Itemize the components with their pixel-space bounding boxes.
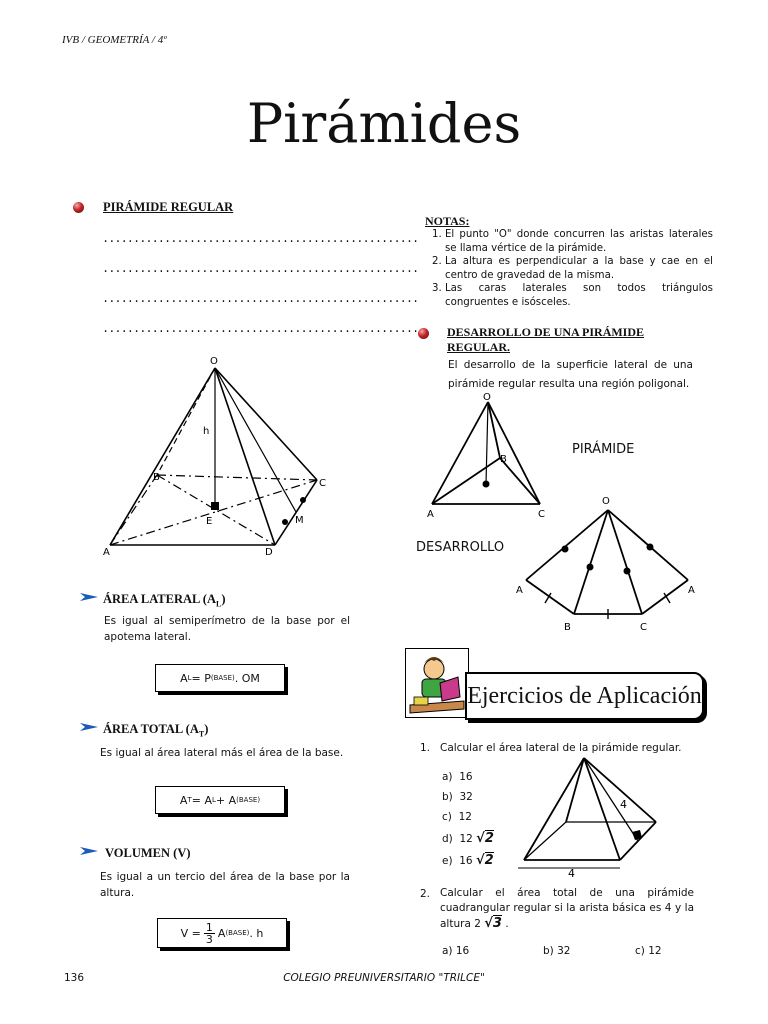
section-heading-piramide-regular: PIRÁMIDE REGULAR — [103, 200, 234, 214]
label-c: C — [640, 622, 647, 633]
label-m: M — [295, 515, 304, 526]
note-item: 1. El punto "O" donde concurren las aristas laterales se llama vértice de la pirámide. — [445, 228, 713, 255]
blue-arrow-icon — [80, 846, 98, 856]
running-header: IVB / GEOMETRÍA / 4º — [62, 34, 167, 46]
notes-list — [425, 228, 713, 309]
label-o: O — [210, 356, 218, 367]
exercises-banner: Ejercicios de Aplicación — [465, 672, 704, 720]
section-heading-volumen: VOLUMEN (V) — [105, 846, 191, 860]
label-a: A — [688, 585, 695, 596]
base-label-4: 4 — [568, 867, 575, 878]
exercise-1-option-b: b) 32 — [442, 791, 473, 803]
blank-line: ................................................... — [102, 262, 419, 276]
blank-line: ................................................... — [102, 232, 419, 246]
exercise-2-question: Calcular el área total de una pirámide cuadrangular regular si la arista básica es 4 y la altura 2 √3 . — [440, 887, 694, 931]
label-b: B — [153, 472, 160, 483]
pyramid-net-figure — [510, 492, 705, 637]
exercise-1-number: 1. — [420, 742, 431, 754]
desarrollo-text: El desarrollo de la superficie lateral de una pirámide regular resulta una región poligonal. — [448, 359, 693, 390]
formula-area-lateral: A L = P (BASE) . OM — [155, 664, 285, 692]
note-item: 3. Las caras laterales son todos triángulos congruentes e isósceles. — [445, 282, 713, 309]
section-heading-desarrollo-2: REGULAR. — [447, 340, 511, 354]
note-item: 2. La altura es perpendicular a la base y cae en el centro de gravedad de la misma. — [445, 255, 713, 282]
label-desarrollo: DESARROLLO — [416, 540, 505, 555]
exercise-1-option-d: d) 12 √2 — [442, 831, 494, 846]
label-b: B — [500, 454, 507, 465]
label-o: O — [602, 496, 610, 507]
label-c: C — [319, 478, 326, 489]
exercise-2-option-a: a) 16 — [442, 945, 470, 957]
notes-heading: NOTAS: — [425, 214, 470, 228]
label-c: C — [538, 509, 545, 520]
section-heading-desarrollo-1: DESARROLLO DE UNA PIRÁMIDE — [447, 325, 645, 339]
regular-pyramid-figure — [95, 350, 335, 560]
area-lateral-text: Es igual al semiperímetro de la base por el apotema lateral. — [104, 615, 350, 643]
section-heading-area-lateral: ÁREA LATERAL $(A_L)$ — [103, 592, 226, 609]
label-h: h — [203, 426, 210, 437]
exercise-1-option-e: e) 16 √2 — [442, 853, 494, 868]
exercise-1-option-a: a) 16 — [442, 771, 473, 783]
exercise-1-question: Calcular el área lateral de la pirámide regular. — [440, 742, 682, 754]
page-title: Pirámides — [246, 92, 522, 155]
label-a: A — [427, 509, 434, 520]
blank-line: ................................................... — [102, 322, 419, 336]
red-ball-icon — [73, 202, 84, 213]
volumen-text: Es igual a un tercio del área de la base por la altura. — [100, 871, 350, 899]
formula-volumen: V = $\frac{1}{3}$ A (BASE) . h — [157, 918, 287, 948]
label-a: A — [103, 547, 110, 558]
label-b: B — [564, 622, 571, 633]
footer-institution: COLEGIO PREUNIVERSITARIO "TRILCE" — [283, 972, 485, 984]
exercise-2-option-b: b) 32 — [543, 945, 571, 957]
exercise-1-option-c: c) 12 — [442, 811, 472, 823]
exercise-2-number: 2. — [420, 888, 431, 900]
blue-arrow-icon — [80, 722, 98, 732]
area-total-text: Es igual al área lateral más el área de la base. — [100, 747, 344, 759]
fraction-one-third: $\frac{1}{3}$ — [205, 920, 213, 946]
label-d: D — [265, 547, 273, 558]
exercise-2-option-c: c) 12 — [635, 945, 662, 957]
blank-line: ................................................... — [102, 292, 419, 306]
section-heading-area-total: ÁREA TOTAL $(A_T)$ — [103, 722, 209, 739]
page-number: 136 — [64, 972, 85, 984]
label-o: O — [483, 392, 491, 403]
label-a: A — [516, 585, 523, 596]
edge-label-4: 4 — [620, 798, 627, 811]
exercise-1-pyramid-figure — [518, 750, 668, 878]
blue-arrow-icon — [80, 592, 98, 602]
label-piramide: PIRÁMIDE — [572, 442, 635, 457]
formula-area-total: A T = A L + A (BASE) — [155, 786, 285, 814]
red-ball-icon — [418, 328, 429, 339]
student-reading-icon — [405, 648, 469, 718]
label-e: E — [206, 516, 213, 527]
